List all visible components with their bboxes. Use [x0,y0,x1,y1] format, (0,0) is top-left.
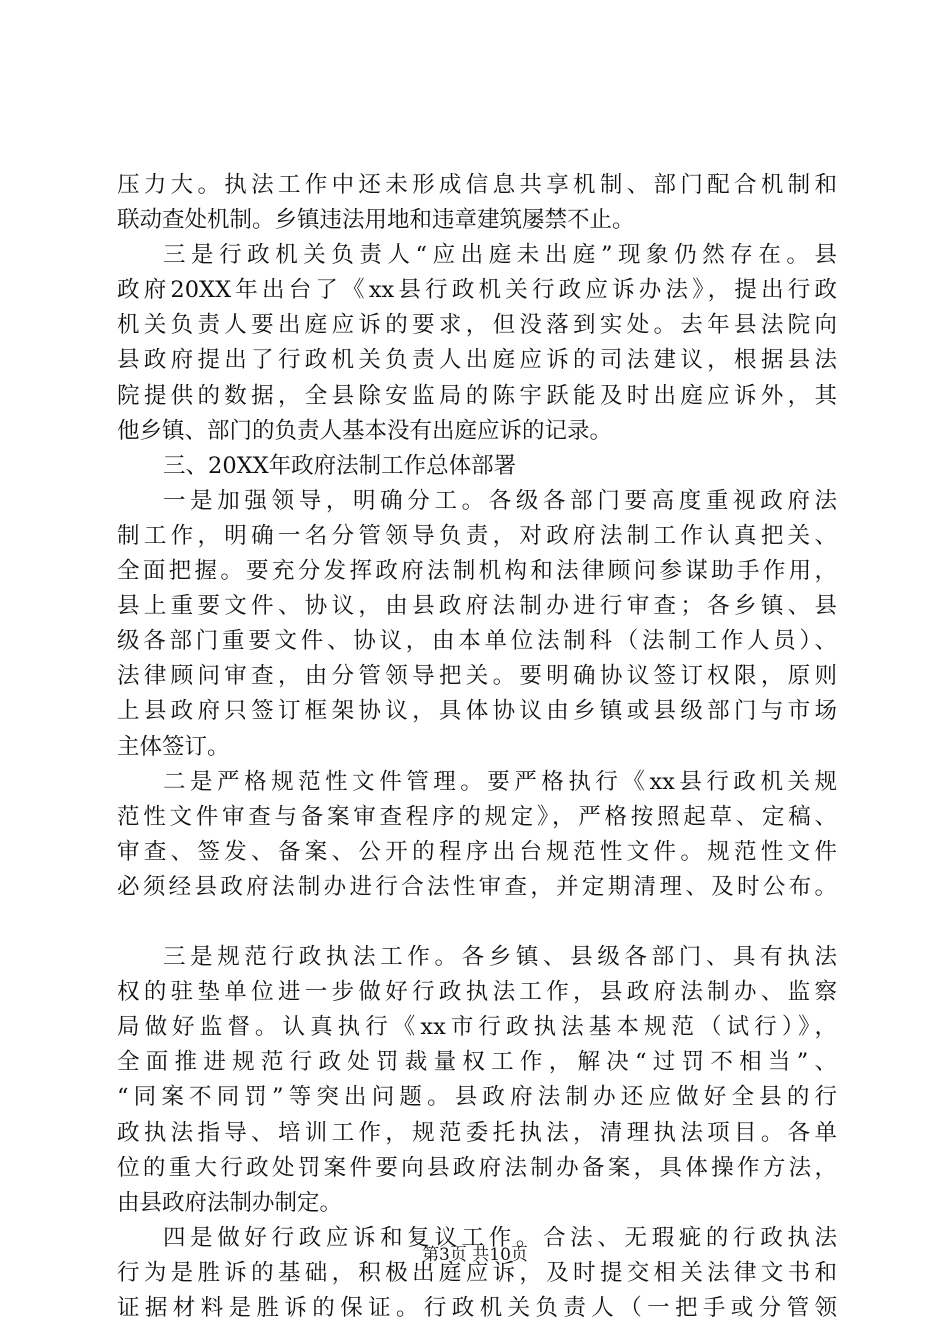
text-line: 三是规范行政执法工作。各乡镇、县级各部门、具有执法 [163,944,837,971]
text-line: 压力大。执法工作中还未形成信息共享机制、部门配合机制和 [117,172,837,198]
text-line: 由县政府法制办制定。 [117,1189,343,1216]
text-line: 上县政府只签订框架协议，具体协议由乡镇或县级部门与市场 [117,698,837,725]
text-line: 全面推进规范行政处罚裁量权工作，解决“过罚不相当”、 [117,1049,837,1076]
page-footer: 第3页 共10页 [422,1245,528,1265]
text-line: 全面把握。要充分发挥政府法制机构和法律顾问参谋助手作用， [117,558,837,585]
text-line: 行为是胜诉的基础，积极出庭应诉，及时提交相关法律文书和 [117,1259,837,1286]
text-line: 制工作，明确一名分管领导负责，对政府法制工作认真把关、 [117,522,837,549]
text-line: 证据材料是胜诉的保证。行政机关负责人（一把手或分管领 [117,1295,837,1321]
text-line: 位的重大行政处罚案件要向县政府法制办备案，具体操作方法， [117,1154,837,1181]
text-line: 局做好监督。认真执行《xx市行政执法基本规范（试行）》， [117,1014,837,1041]
text-line: 主体签订。 [117,733,230,760]
text-line: 县上重要文件、协议，由县政府法制办进行审查；各乡镇、县 [117,593,837,620]
text-line: 权的驻垫单位进一步做好行政执法工作，县政府法制办、监察 [117,979,837,1006]
text-line: 他乡镇、部门的负责人基本没有出庭应诉的记录。 [117,417,613,444]
text-line: 一是加强领导，明确分工。各级各部门要高度重视政府法 [163,487,837,514]
text-line: 四是做好行政应诉和复议工作。合法、无瑕疵的行政执法 [163,1224,837,1251]
text-line: 审查、签发、备案、公开的程序出台规范性文件。规范性文件 [117,838,837,865]
text-line: 政执法指导、培训工作，规范委托执法，清理执法项目。各单 [117,1119,837,1146]
document-body [117,168,837,1326]
text-line: “同案不同罚”等突出问题。县政府法制办还应做好全县的行 [117,1084,837,1111]
paragraph-gap [117,905,837,940]
text-line: 范性文件审查与备案审查程序的规定》，严格按照起草、定稿、 [117,803,837,830]
text-line: 县政府提出了行政机关负责人出庭应诉的司法建议，根据县法 [117,347,837,374]
text-line: 三是行政机关负责人“应出庭未出庭”现象仍然存在。县 [163,242,837,269]
text-line: 三、20XX年政府法制工作总体部署 [163,452,517,479]
text-line: 院提供的数据，全县除安监局的陈宇跃能及时出庭应诉外，其 [117,382,837,409]
text-line: 法律顾问审查，由分管领导把关。要明确协议签订权限，原则 [117,663,837,690]
text-line: 联动查处机制。乡镇违法用地和违章建筑屡禁不止。 [117,207,635,234]
text-line: 级各部门重要文件、协议，由本单位法制科（法制工作人员）、 [117,628,837,655]
text-line: 必须经县政府法制办进行合法性审查，并定期清理、及时公布。 [117,873,837,900]
text-line: 政府20XX年出台了《xx县行政机关行政应诉办法》，提出行政 [117,277,837,304]
text-line: 机关负责人要出庭应诉的要求，但没落到实处。去年县法院向 [117,312,837,339]
text-line: 二是严格规范性文件管理。要严格执行《xx县行政机关规 [163,768,837,795]
